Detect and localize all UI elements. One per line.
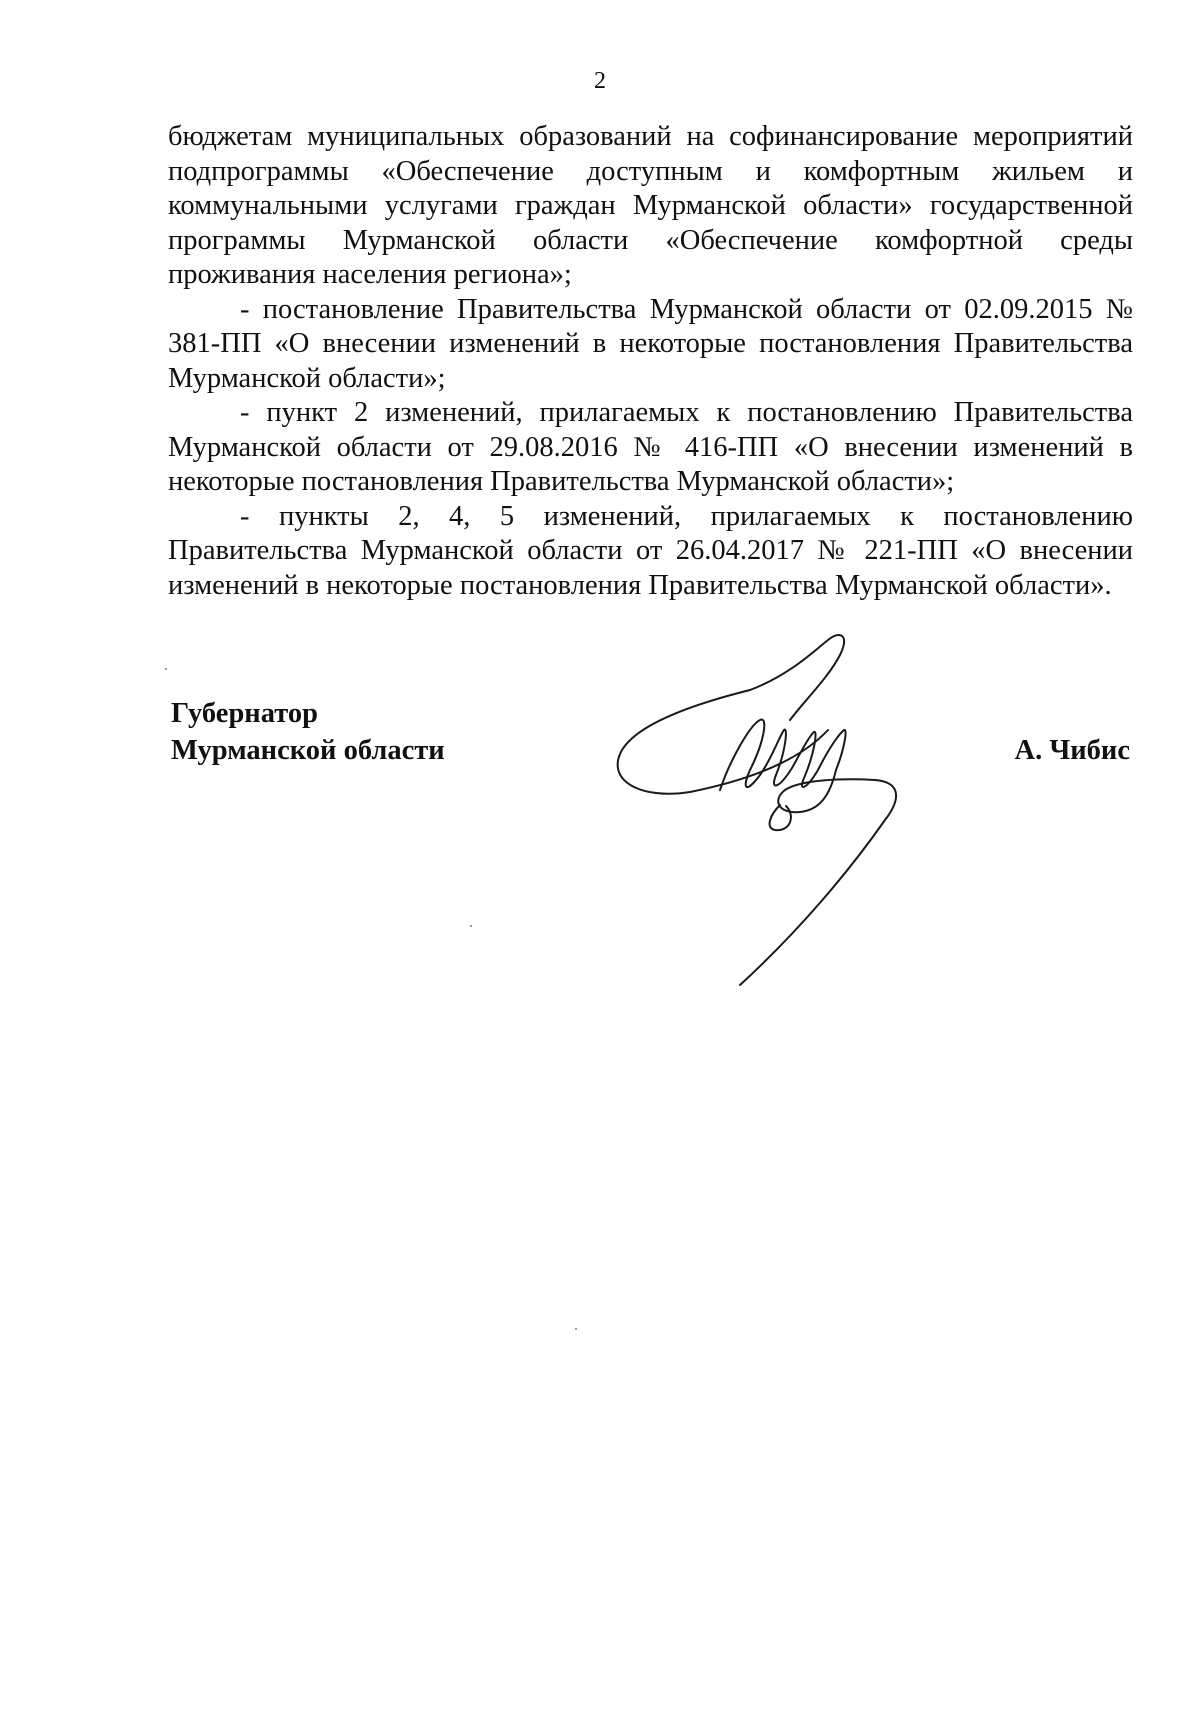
scan-speck — [470, 925, 472, 927]
signer-position — [171, 695, 445, 769]
scan-speck — [575, 1328, 577, 1330]
list-item-resolution-416: - пункт 2 изменений, прилагаемых к постановлению Правительства Мурманской области от 29.08.2016 № 416-ПП «О внесении изменений в некоторые постановления Правительства Мурманской области»; — [168, 397, 1133, 497]
page-number: 2 — [594, 68, 606, 94]
list-item-resolution-221: - пункты 2, 4, 5 изменений, прилагаемых к постановлению Правительства Мурманской области от 26.04.2017 № 221-ПП «О внесении изменений в некоторые постановления Правительства Мурманской области». — [168, 500, 1133, 601]
document-body — [168, 120, 1133, 603]
list-item-resolution-381: - постановление Правительства Мурманской области от 02.09.2015 № 381-ПП «О внесении изменений в некоторые постановления Правительства Мурманской области»; — [168, 293, 1133, 394]
paragraph-continuation: бюджетам муниципальных образований на софинансирование мероприятий подпрограммы «Обеспечение доступным и комфортным жильем и коммунальными услугами граждан Мурманской области» государственной программы Мурманской области «Обеспечение комфортной среды проживания населения региона»; — [168, 121, 1133, 290]
signer-position-line2: Мурманской области — [171, 735, 445, 766]
scan-speck — [165, 668, 167, 670]
handwritten-signature-icon — [600, 630, 980, 990]
signer-name: А. Чибис — [1014, 735, 1130, 766]
signer-position-line1: Губернатор — [171, 698, 318, 729]
